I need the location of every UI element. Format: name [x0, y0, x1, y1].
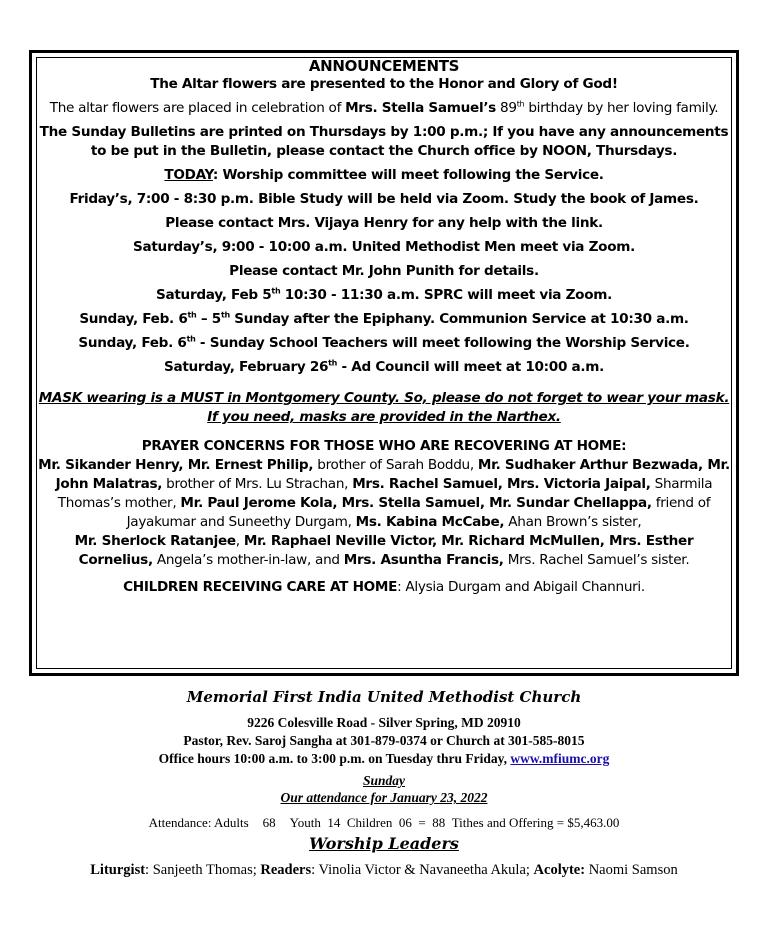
sunday-school-meeting: Sunday, Feb. 6th - Sunday School Teachers will meet following the Worship Service. — [78, 334, 690, 351]
announcements-title: ANNOUNCEMENTS — [308, 57, 460, 75]
church-address: 9226 Colesville Road - Silver Spring, MD 20910 — [247, 715, 521, 730]
sunday-label: Sunday — [362, 773, 406, 788]
church-footer — [0, 686, 768, 880]
prayer-heading: PRAYER CONCERNS FOR THOSE WHO ARE RECOVERING AT HOME: — [141, 438, 627, 454]
honoree-name: Mrs. Stella Samuel’s — [345, 100, 496, 116]
ad-council-meeting: Saturday, February 26th - Ad Council will meet at 10:00 a.m. — [163, 358, 605, 375]
worship-leaders-list: Liturgist: Sanjeeth Thomas; Readers: Vinolia Victor & Navaneetha Akula; Acolyte: Naomi Samson — [90, 862, 678, 878]
children-care: CHILDREN RECEIVING CARE AT HOME: Alysia Durgam and Abigail Channuri. — [123, 579, 645, 595]
friday-bible-study: Friday’s, 7:00 - 8:30 p.m. Bible Study will be held via Zoom. Study the book of James. — [69, 191, 699, 207]
mask-notice: MASK wearing is a MUST in Montgomery County. So, please do not forget to wear your mask. If you need, masks are provided in the Narthex. — [38, 390, 730, 425]
sprc-meeting: Saturday, Feb 5th 10:30 - 11:30 a.m. SPRC will meet via Zoom. — [156, 286, 612, 303]
tithes-offering: Tithes and Offering = $5,463.00 — [451, 815, 620, 830]
saturday-men-meeting: Saturday’s, 9:00 - 10:00 a.m. United Methodist Men meet via Zoom. — [133, 239, 635, 255]
pastor-contact: Pastor, Rev. Saroj Sangha at 301-879-0374 or Church at 301-585-8015 — [183, 733, 585, 748]
altar-flowers-text: The altar flowers are placed in celebration of Mrs. Stella Samuel’s 89th birthday by her loving family. — [49, 99, 719, 116]
prayer-concerns-list: Mr. Sikander Henry, Mr. Ernest Philip, brother of Sarah Boddu, Mr. Sudhaker Arthur Bezwada, Mr. John Malatras, brother of Mrs. Lu Strachan, Mrs. Rachel Samuel, Mrs. Victoria Jaipal, Sharmila Thomas’s mother, Mr. Paul Jerome Kola, Mrs. Stella Samuel, Mr. Sundar Chellappa, friend of Jayakumar and Suneethy Durgam, Ms. Kabina McCabe, Ahan Brown’s sister, — [38, 457, 730, 530]
worship-leaders-heading: Worship Leaders — [309, 834, 459, 853]
attendance-adults: 68 — [262, 815, 276, 830]
attendance-line: Attendance: Adults 68 Youth 14 Children 06 = 88 Tithes and Offering = $5,463.00 — [148, 815, 620, 830]
attendance-title: Our attendance for January 23, 2022 — [280, 790, 488, 805]
altar-heading: The Altar flowers are presented to the Honor and Glory of God! — [150, 76, 618, 92]
bulletin-notice: The Sunday Bulletins are printed on Thursdays by 1:00 p.m.; If you have any announcements to be put in the Bulletin, please contact the Church office by NOON, Thursdays. — [39, 124, 729, 159]
attendance-children: 06 — [398, 815, 412, 830]
today-announcement: TODAY: Worship committee will meet following the Service. — [164, 167, 604, 183]
church-name: Memorial First India United Methodist Church — [186, 688, 582, 706]
epiphany-service: Sunday, Feb. 6th – 5th Sunday after the Epiphany. Communion Service at 10:30 a.m. — [79, 310, 689, 327]
attendance-total: 88 — [432, 815, 446, 830]
friday-contact: Please contact Mrs. Vijaya Henry for any help with the link. — [165, 215, 603, 231]
attendance-youth: 14 — [327, 815, 341, 830]
office-hours: Office hours 10:00 a.m. to 3:00 p.m. on Tuesday thru Friday, www.mfiumc.org — [158, 751, 610, 766]
website-link[interactable]: www.mfiumc.org — [510, 751, 610, 766]
prayer-concerns-list-2: Mr. Sherlock Ratanjee, Mr. Raphael Neville Victor, Mr. Richard McMullen, Mrs. Esther Cornelius, Angela’s mother-in-law, and Mrs. Asuntha Francis, Mrs. Rachel Samuel’s sister. — [74, 533, 694, 568]
today-label: TODAY — [164, 167, 213, 183]
announcements-section — [37, 58, 731, 597]
saturday-contact: Please contact Mr. John Punith for details. — [229, 263, 539, 279]
